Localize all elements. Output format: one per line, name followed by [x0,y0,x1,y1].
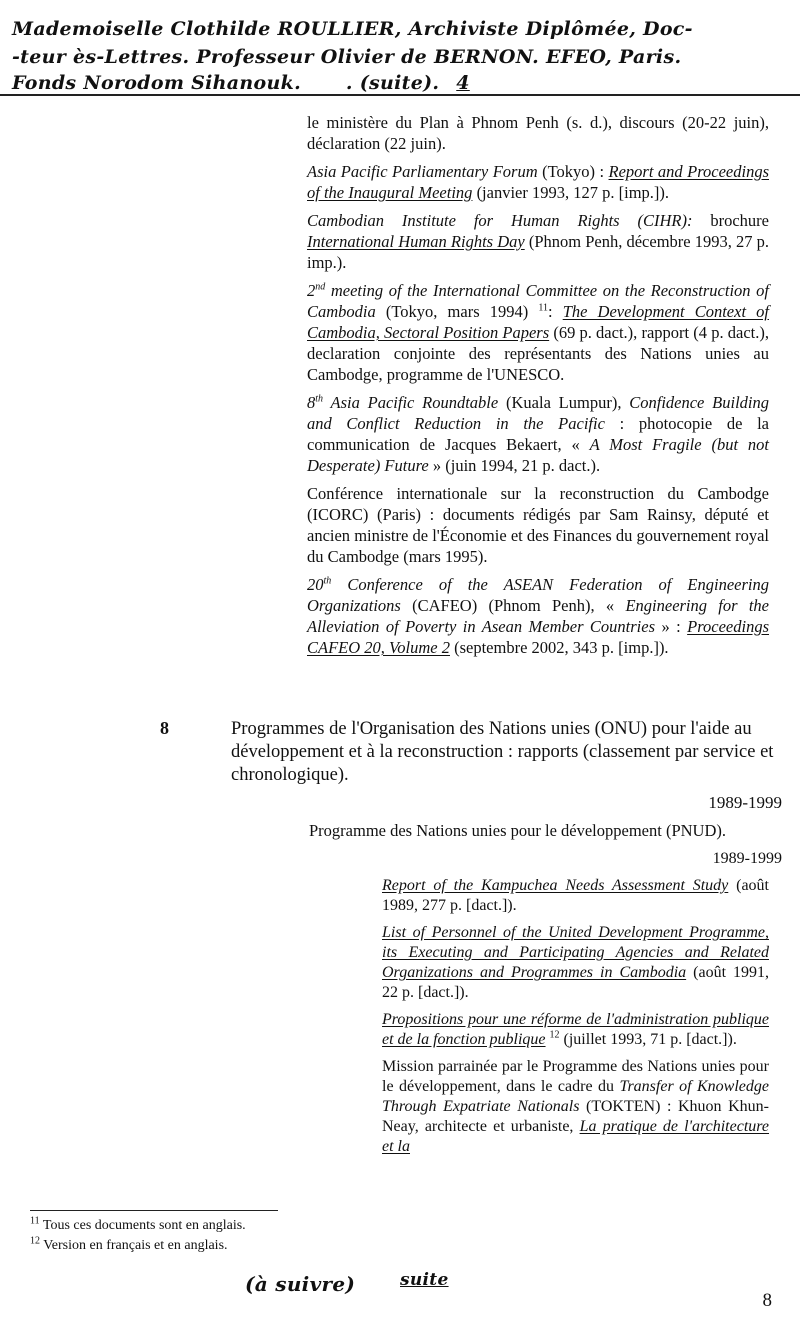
entry-3: Cambodian Institute for Human Rights (CIHR): brochure International Human Rights Day (Phnom Penh, décembre 1993, 27 p. imp.). [307,211,769,272]
entry-4: 2nd meeting of the International Committee on the Reconstruction of Cambodia (Tokyo, mars 1994) $^{11}$: The Development Context of Cambodia, Sectoral Position Papers (69 p. dact.), rapport (4 p. dact.), declaration conjointe des représentants des Nations unies au Cambodge, programme de l'UNESCO. [307,281,769,384]
subsection-date: 1989-1999 [712,850,782,867]
entry-5: 8th Asia Pacific Roundtable (Kuala Lumpur), Confidence Building and Conflict Reduction in the Pacific : photocopie de la communication de Jacques Bekaert, « A Most Fragile (but not Desperate) Future » (juin 1994, 21 p. dact.). [307,393,770,475]
entry-1: le ministère du Plan à Phnom Penh (s. d.), discours (20-22 juin), déclaration (22 juin). [307,113,769,153]
item-3: Propositions pour une réforme de l'administration publique et de la fonction publique $^{12}$ (juillet 1993, 71 p. [dact.]). [382,1011,769,1048]
footnote-12: $^{12}$ Version en français et en anglais. [30,1235,228,1253]
entry-6: Conférence internationale sur la reconstruction du Cambodge (ICORC) (Paris) : documents rédigés par Sam Rainsy, député et ancien ministre de l'Économie et des Finances du gouvernement royal du Cambodge (mars 1995). [307,484,769,566]
entry-list [307,112,769,658]
section-number: 8 [160,718,169,738]
page-number: 8 [762,1290,772,1311]
item-1: Report of the Kampuchea Needs Assessment Study (août 1989, 277 p. [dact.]). [382,877,769,914]
subsection-title: Programme des Nations unies pour le développement (PNUD). [309,821,726,840]
handwritten-suite: suite [400,1270,449,1290]
handwritten-header-line-1: Mademoiselle Clothilde ROULLIER, Archiviste Diplômée, Doc- [12,18,693,40]
entry-2: Asia Pacific Parliamentary Forum (Tokyo) : Report and Proceedings of the Inaugural Meeting (janvier 1993, 127 p. [imp.]). [307,162,769,202]
handwritten-header-line-2: -teur ès-Lettres. Professeur Olivier de BERNON. EFEO, Paris. [12,46,682,68]
footnote-ref-11: 11 [538,302,548,314]
handwritten-header-line-3: Fonds Norodom Sihanouk. . (suite). 4 [12,72,470,94]
item-list [382,876,769,1157]
footnote-rule [30,1210,278,1211]
item-4: Mission parrainée par le Programme des Nations unies pour le développement, dans le cadre du Transfer of Knowledge Through Expatriate Nationals (TOKTEN) : Khuon Khun-Neay, architecte et urbaniste, La pratique de l'architecture et la [382,1058,770,1155]
item-2: List of Personnel of the United Development Programme, its Executing and Participating Agencies and Related Organizations and Programmes in Cambodia (août 1991, 22 p. [dact.]). [382,924,769,1001]
entry-7: 20th Conference of the ASEAN Federation of Engineering Organizations (CAFEO) (Phnom Penh), « Engineering for the Alleviation of Poverty in Asean Member Countries » : Proceedings CAFEO 20, Volume 2 (septembre 2002, 343 p. [imp.]). [307,575,769,657]
header-rule [0,94,800,96]
handwritten-a-suivre: (à suivre) [245,1272,356,1296]
section-date: 1989-1999 [708,793,782,812]
footnote-11: $^{11}$ Tous ces documents sont en anglais. [30,1215,246,1233]
footnote-ref-12: 12 [549,1029,560,1041]
section-title: Programmes de l'Organisation des Nations unies (ONU) pour l'aide au développement et à la reconstruction : rapports (classement par service et chronologique). [231,719,774,785]
